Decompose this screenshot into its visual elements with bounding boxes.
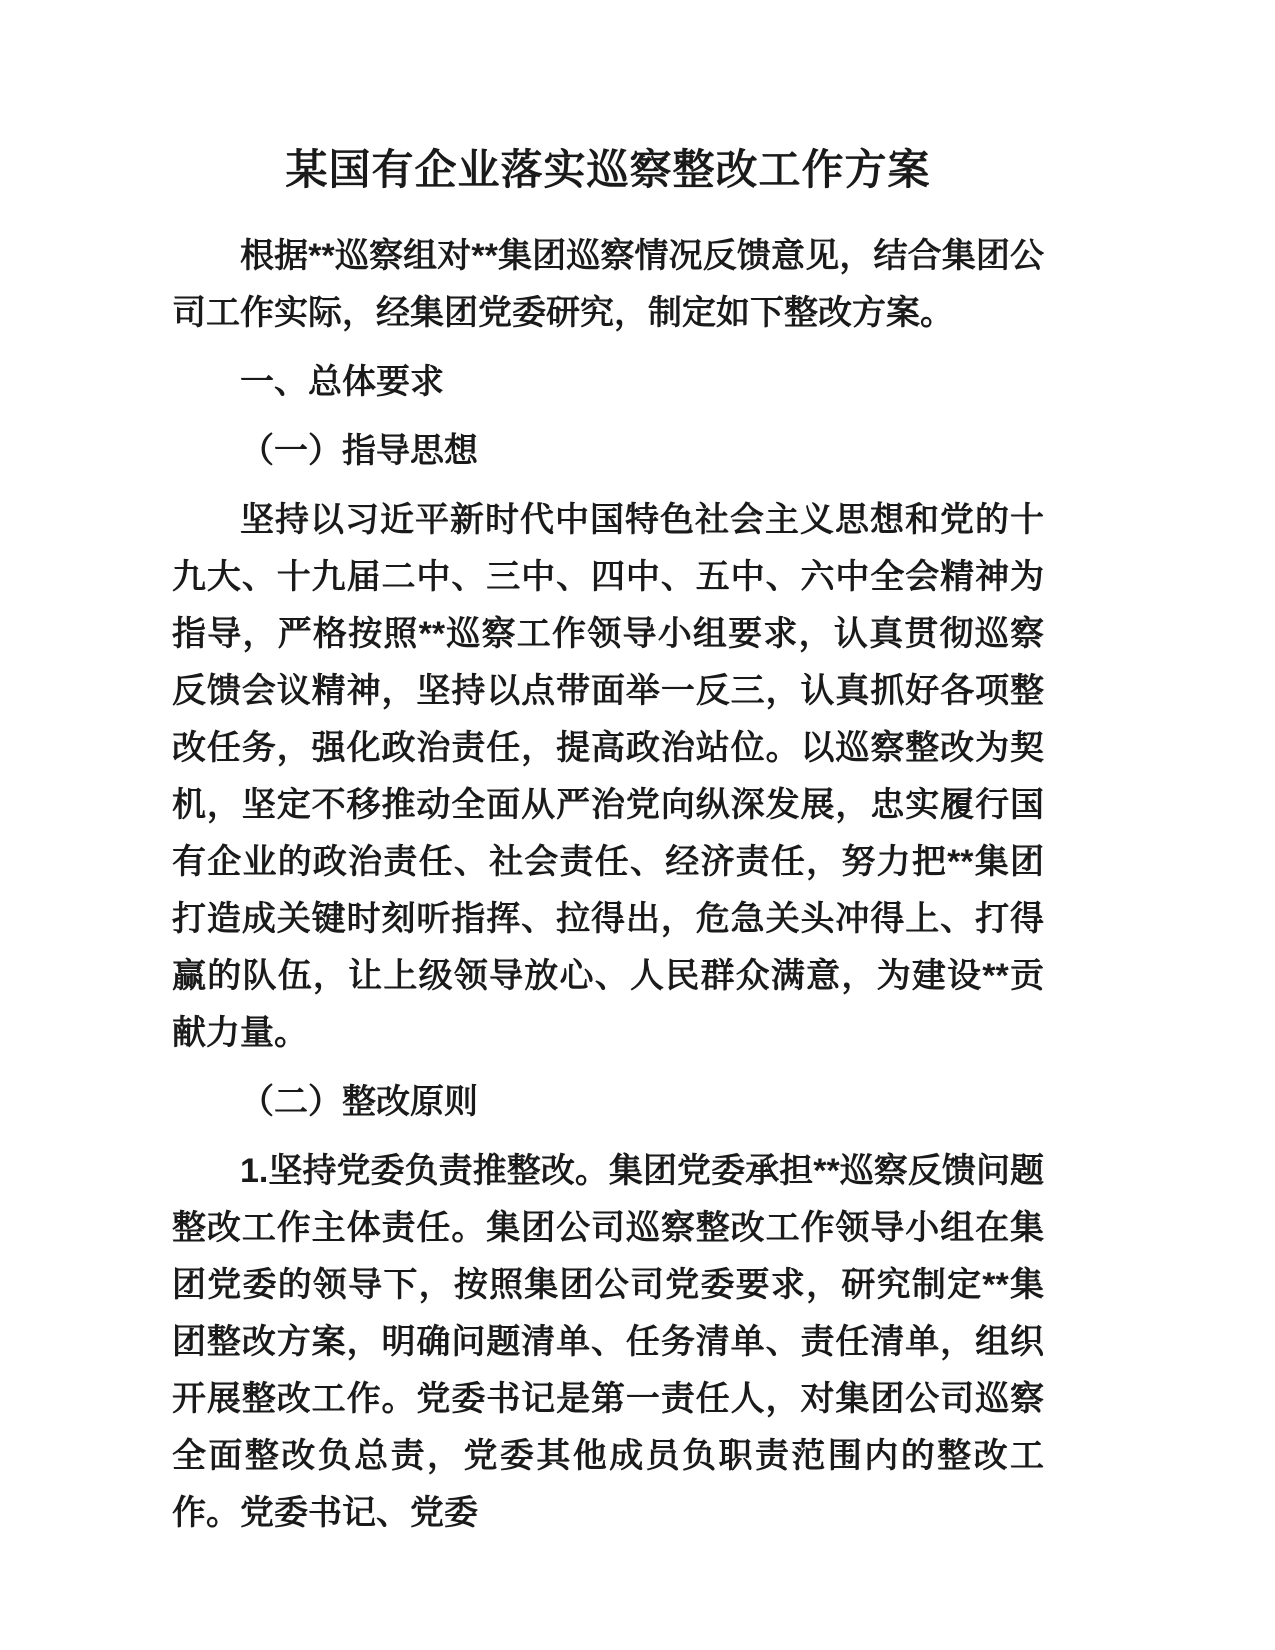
document-content [172, 140, 1044, 1554]
paragraph-rectification-principles-body: 1.坚持党委负责推整改。集团党委承担**巡察反馈问题整改工作主体责任。集团公司巡察整改工作领导小组在集团党委的领导下，按照集团公司党委要求，研究制定**集团整改方案，明确问题清单、任务清单、责任清单，组织开展整改工作。党委书记是第一责任人，对集团公司巡察全面整改负总责，党委其他成员负职责范围内的整改工作。党委书记、党委 [172, 1152, 1044, 1532]
subsection-heading-guiding-ideology: （一）指导思想 [240, 432, 478, 470]
paragraph-intro: 根据**巡察组对**集团巡察情况反馈意见，结合集团公司工作实际，经集团党委研究，制定如下整改方案。 [172, 237, 1044, 332]
document-title: 某国有企业落实巡察整改工作方案 [285, 146, 931, 193]
section-heading-overall-requirements: 一、总体要求 [240, 363, 444, 401]
paragraph-guiding-ideology-body: 坚持以习近平新时代中国特色社会主义思想和党的十九大、十九届二中、三中、四中、五中、六中全会精神为指导，严格按照**巡察工作领导小组要求，认真贯彻巡察反馈会议精神，坚持以点带面举一反三，认真抓好各项整改任务，强化政治责任，提高政治站位。以巡察整改为契机，坚定不移推动全面从严治党向纵深发展，忠实履行国有企业的政治责任、社会责任、经济责任，努力把**集团打造成关键时刻听指挥、拉得出，危急关头冲得上、打得赢的队伍，让上级领导放心、人民群众满意，为建设**贡献力量。 [172, 501, 1044, 1052]
subsection-heading-rectification-principles: （二）整改原则 [240, 1083, 478, 1121]
